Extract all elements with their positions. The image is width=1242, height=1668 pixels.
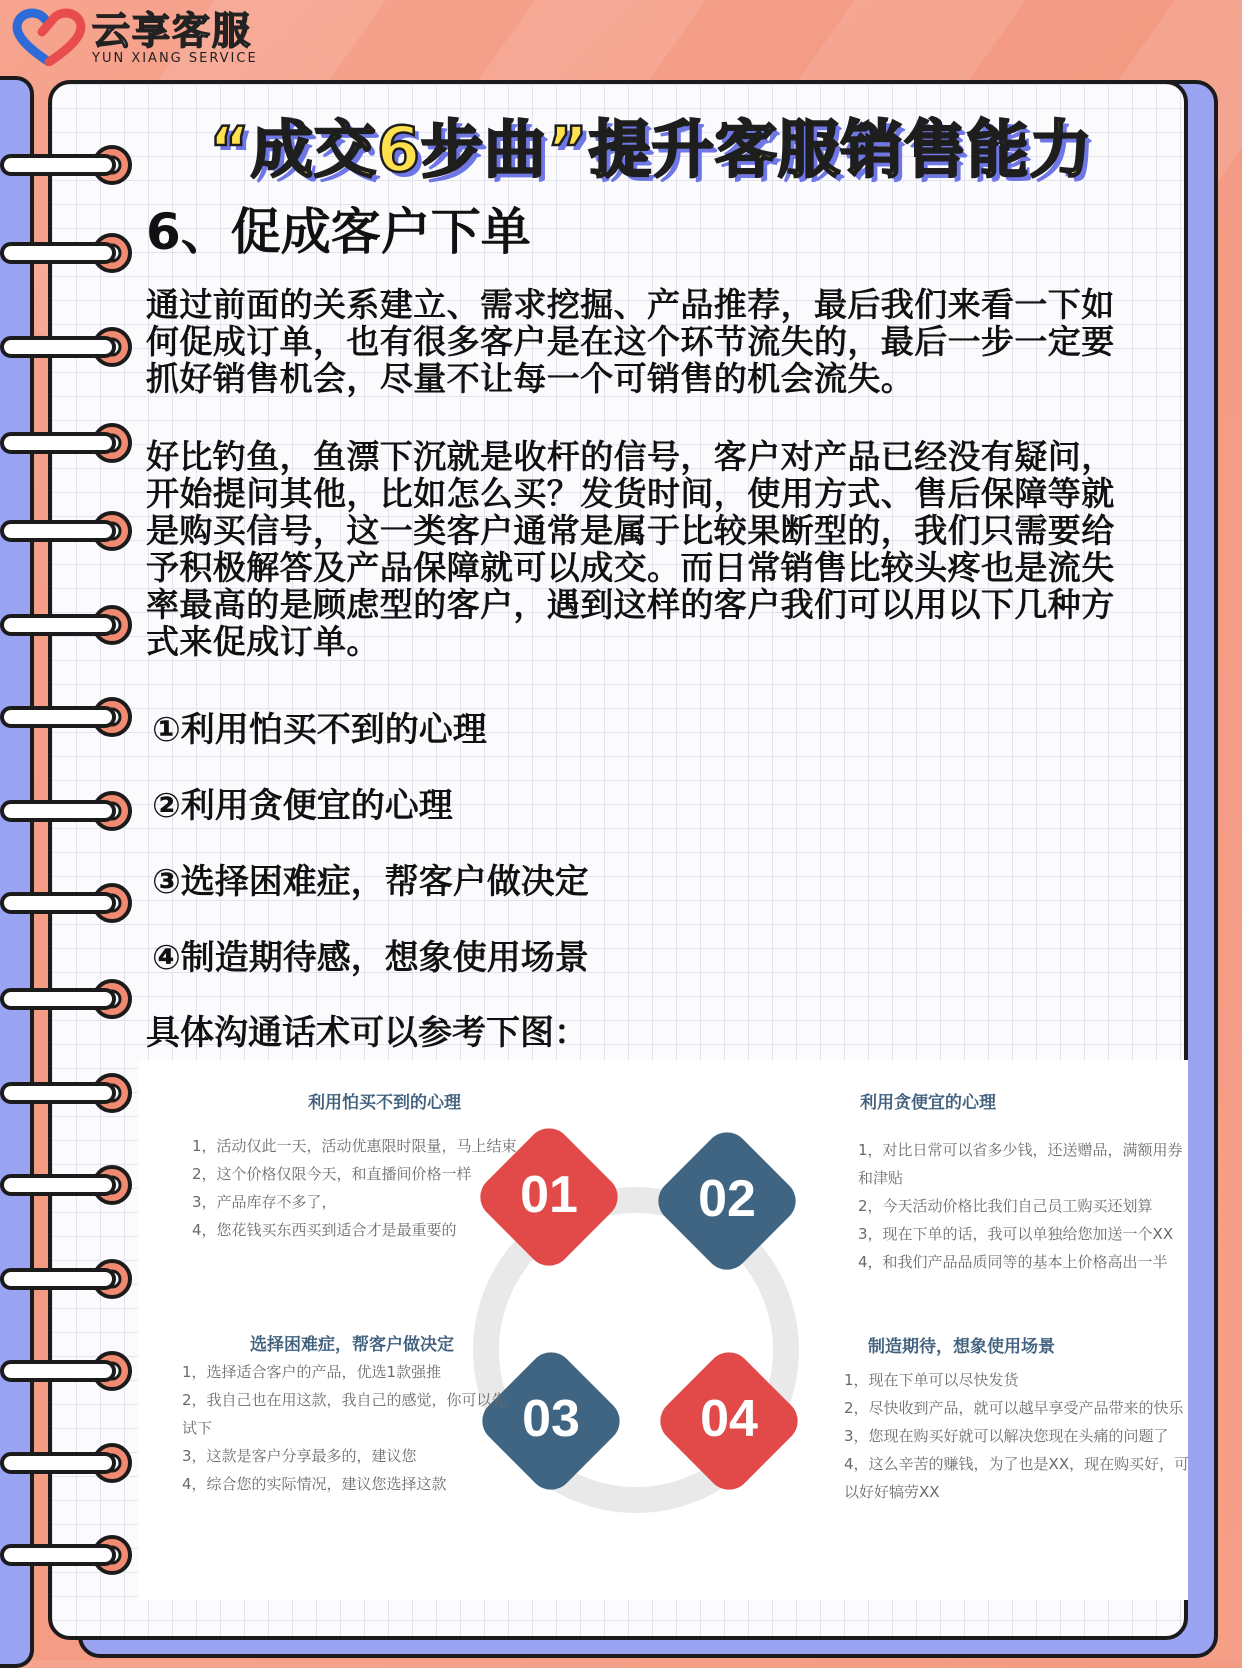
method-item-4: ④制造期待感，想象使用场景 <box>152 938 589 978</box>
block-3-line: 4，综合您的实际情况，建议您选择这款 <box>182 1475 447 1493</box>
body-line: 率最高的是顾虑型的客户，遇到这样的客户我们可以用以下几种方 <box>146 585 1115 624</box>
spiral-ring-icon <box>0 228 140 278</box>
block-3-heading: 选择困难症，帮客户做决定 <box>250 1335 454 1355</box>
block-2-list <box>858 1136 1183 1276</box>
badge-04-label: 04 <box>700 1390 758 1448</box>
block-4-list <box>844 1366 1189 1506</box>
spiral-ring-icon <box>0 600 140 650</box>
block-2-line: 2，今天活动价格比我们自己员工购买还划算 <box>858 1197 1153 1215</box>
intro-line: 抓好销售机会，尽量不让每一个可销售的机会流失。 <box>146 359 915 398</box>
method-item-2: ②利用贪便宜的心理 <box>152 786 453 826</box>
block-3-line: 1，选择适合客户的产品，优选1款强推 <box>182 1363 442 1381</box>
block-3-line: 2，我自己也在用这款，我自己的感觉，你可以先 <box>182 1391 507 1409</box>
spiral-ring-icon <box>0 1530 140 1580</box>
block-1-line: 2，这个价格仅限今天，和直播间价格一样 <box>192 1165 472 1183</box>
block-2-line: 4，和我们产品品质同等的基本上价格高出一半 <box>858 1253 1168 1271</box>
notebook-left-edge <box>0 76 34 1668</box>
block-1-heading: 利用怕买不到的心理 <box>308 1093 461 1113</box>
badge-03-label: 03 <box>522 1390 580 1448</box>
spiral-ring-icon <box>0 692 140 742</box>
block-1-line: 3，产品库存不多了， <box>192 1193 337 1211</box>
block-3-line: 3，这款是客户分享最多的，建议您 <box>182 1447 417 1465</box>
block-4-line: 4，这么辛苦的赚钱，为了也是XX，现在购买好，可 <box>844 1455 1190 1473</box>
block-1-line: 1，活动仅此一天，活动优惠限时限量，马上结束 <box>192 1137 517 1155</box>
block-4-heading: 制造期待，想象使用场景 <box>868 1337 1055 1357</box>
block-4-line: 3，您现在购买好就可以解决您现在头痛的问题了 <box>844 1427 1169 1445</box>
spiral-ring-icon <box>0 974 140 1024</box>
page-title: “成交6步曲”提升客服销售能力 <box>209 113 1093 186</box>
body-line: 好比钓鱼，鱼漂下沉就是收杆的信号，客户对产品已经没有疑问， <box>146 437 1115 476</box>
badge-01-label: 01 <box>520 1166 578 1224</box>
block-4-line: 2，尽快收到产品，就可以越早享受产品带来的快乐 <box>844 1399 1184 1417</box>
body-paragraph <box>146 438 1146 660</box>
badge-02 <box>649 1123 805 1279</box>
intro-line: 何促成订单，也有很多客户是在这个环节流失的，最后一步一定要 <box>146 322 1115 361</box>
spiral-ring-icon <box>0 1068 140 1118</box>
block-4-line: 1，现在下单可以尽快发货 <box>844 1371 1019 1389</box>
block-2-heading: 利用贪便宜的心理 <box>860 1093 996 1113</box>
method-item-1: ①利用怕买不到的心理 <box>152 710 487 750</box>
spiral-ring-icon <box>0 322 140 372</box>
spiral-ring-icon <box>0 506 140 556</box>
spiral-ring-icon <box>0 418 140 468</box>
block-2-line: 和津贴 <box>858 1169 904 1187</box>
reference-label: 具体沟通话术可以参考下图： <box>146 1013 588 1053</box>
brand-name-en: YUN XIANG SERVICE <box>92 50 258 66</box>
logo-heart-icon <box>12 8 86 66</box>
body-line: 开始提问其他，比如怎么买？发货时间，使用方式、售后保障等就 <box>146 474 1115 513</box>
spiral-ring-icon <box>0 878 140 928</box>
sales-script-infographic <box>138 1060 1188 1600</box>
body-line: 式来促成订单。 <box>146 622 380 661</box>
spiral-ring-icon <box>0 1254 140 1304</box>
brand-logo <box>12 8 258 66</box>
brand-name: 云享客服 <box>92 8 253 53</box>
block-3-line: 试下 <box>182 1419 213 1437</box>
section-heading: 6、促成客户下单 <box>146 203 531 261</box>
block-1-list <box>192 1132 517 1244</box>
block-3-list <box>182 1358 507 1498</box>
spiral-ring-icon <box>0 1160 140 1210</box>
spiral-ring-icon <box>0 786 140 836</box>
block-2-line: 1，对比日常可以省多少钱，还送赠品，满额用券 <box>858 1141 1183 1159</box>
intro-paragraph <box>146 286 1146 397</box>
block-4-line: 以好好犒劳XX <box>844 1483 940 1501</box>
block-1-line: 4，您花钱买东西买到适合才是最重要的 <box>192 1221 457 1239</box>
method-item-3: ③选择困难症，帮客户做决定 <box>152 862 589 902</box>
spiral-ring-icon <box>0 1438 140 1488</box>
intro-line: 通过前面的关系建立、需求挖掘、产品推荐，最后我们来看一下如 <box>146 285 1115 324</box>
body-line: 是购买信号，这一类客户通常是属于比较果断型的，我们只需要给 <box>146 511 1115 550</box>
spiral-ring-icon <box>0 1346 140 1396</box>
body-line: 予积极解答及产品保障就可以成交。而日常销售比较头疼也是流失 <box>146 548 1115 587</box>
block-2-line: 3，现在下单的话，我可以单独给您加送一个XX <box>858 1225 1174 1243</box>
badge-02-label: 02 <box>698 1170 756 1228</box>
